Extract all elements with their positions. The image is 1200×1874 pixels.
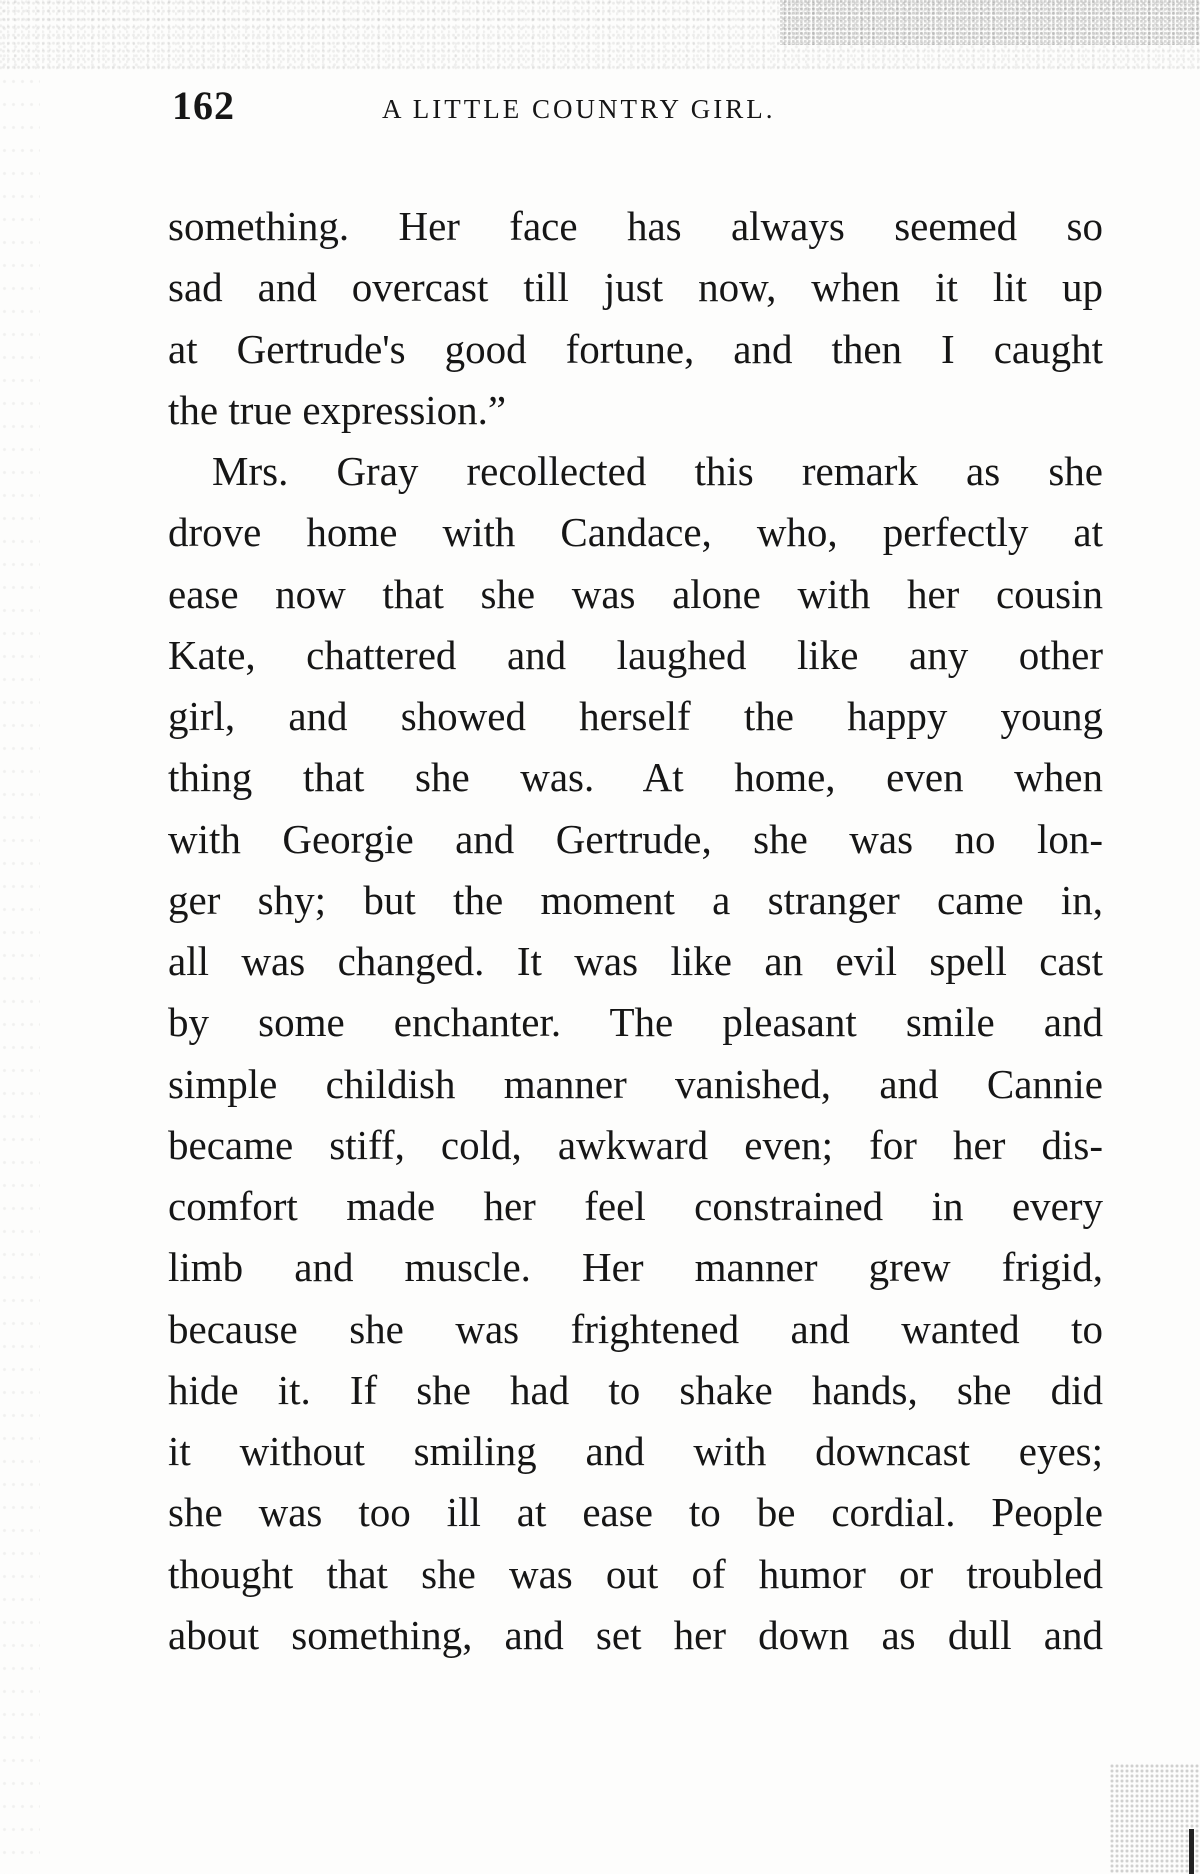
text-line: Kate, chattered and laughed like any other bbox=[168, 631, 1103, 678]
text-line: thought that she was out of humor or troubled bbox=[168, 1550, 1103, 1597]
page-edge-mark bbox=[1189, 1829, 1194, 1874]
text-line: limb and muscle. Her manner grew frigid, bbox=[168, 1244, 1103, 1291]
text-line: ger shy; but the moment a stranger came in, bbox=[168, 876, 1103, 923]
text-line: because she was frightened and wanted to bbox=[168, 1305, 1103, 1352]
text-line: Mrs. Gray recollected this remark as she bbox=[212, 448, 1103, 494]
text-line: something. Her face has always seemed so bbox=[168, 203, 1103, 249]
page-header bbox=[172, 82, 1100, 142]
text-line: with Georgie and Gertrude, she was no lon- bbox=[168, 815, 1103, 862]
text-line: hide it. If she had to shake hands, she did bbox=[168, 1366, 1103, 1413]
running-head: A LITTLE COUNTRY GIRL. bbox=[382, 94, 776, 124]
text-line: simple childish manner vanished, and Cannie bbox=[168, 1060, 1103, 1107]
text-line: about something, and set her down as dull and bbox=[168, 1611, 1103, 1658]
text-line: drove home with Candace, who, perfectly at bbox=[168, 509, 1103, 556]
scan-noise-left bbox=[0, 70, 40, 1874]
text-line: the true expression.” bbox=[168, 386, 507, 433]
text-line: became stiff, cold, awkward even; for her dis- bbox=[168, 1121, 1103, 1168]
body-text bbox=[168, 196, 1103, 1666]
text-line: girl, and showed herself the happy young bbox=[168, 693, 1103, 739]
text-line: thing that she was. At home, even when bbox=[168, 754, 1103, 801]
text-line: by some enchanter. The pleasant smile and bbox=[168, 999, 1103, 1046]
text-line: she was too ill at ease to be cordial. People bbox=[168, 1489, 1103, 1536]
text-line: comfort made her feel constrained in every bbox=[168, 1183, 1103, 1229]
scan-noise-top-right bbox=[780, 0, 1200, 45]
scan-noise-corner bbox=[1110, 1764, 1200, 1874]
text-line: at Gertrude's good fortune, and then I caught bbox=[168, 325, 1103, 372]
text-line: ease now that she was alone with her cousin bbox=[168, 570, 1103, 617]
text-line: all was changed. It was like an evil spell cast bbox=[168, 938, 1103, 984]
text-line: sad and overcast till just now, when it lit up bbox=[168, 264, 1103, 311]
page-number: 162 bbox=[172, 83, 235, 128]
text-line: it without smiling and with downcast eyes; bbox=[168, 1428, 1103, 1474]
